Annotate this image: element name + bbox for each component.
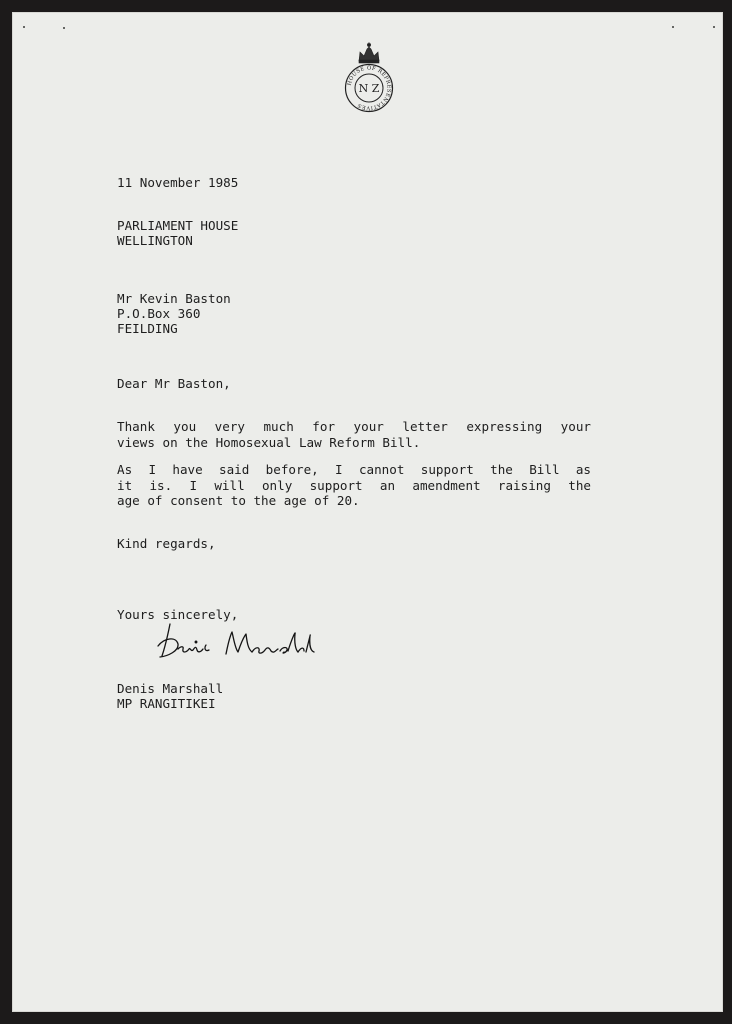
body-paragraph-2 xyxy=(117,462,591,509)
handwritten-signature xyxy=(148,616,318,660)
svg-text:N Z: N Z xyxy=(358,82,380,95)
paragraph-line: Thank you very much for your letter expressing your xyxy=(117,419,591,434)
paragraph-line: views on the Homosexual Law Reform Bill. xyxy=(117,434,421,450)
kind-regards: Kind regards, xyxy=(117,536,216,551)
recipient-name: Mr Kevin Baston xyxy=(117,291,231,306)
letter-page xyxy=(12,12,723,1012)
paper-speck xyxy=(713,26,715,28)
paper-speck xyxy=(672,26,674,28)
paragraph-line: As I have said before, I cannot support the Bill as xyxy=(117,462,591,477)
body-paragraph-1 xyxy=(117,419,591,450)
paragraph-line: it is. I will only support an amendment raising the xyxy=(117,477,591,493)
closing: Yours sincerely, xyxy=(117,607,239,622)
parliament-crest-icon xyxy=(343,39,395,113)
recipient-town: FEILDING xyxy=(117,321,178,336)
sender-address-line-1: PARLIAMENT HOUSE xyxy=(117,218,239,233)
recipient-po-box: P.O.Box 360 xyxy=(117,306,201,321)
signatory-name: Denis Marshall xyxy=(117,681,224,696)
svg-text:HOUSE OF REPRESENTATIVES: HOUSE OF REPRESENTATIVES xyxy=(346,65,392,111)
paper-speck xyxy=(23,26,25,28)
letter-date: 11 November 1985 xyxy=(117,175,239,190)
sender-address-line-2: WELLINGTON xyxy=(117,233,193,248)
paper-speck xyxy=(63,27,65,29)
paragraph-line: age of consent to the age of 20. xyxy=(117,493,360,508)
signatory-title: MP RANGITIKEI xyxy=(117,696,216,711)
salutation: Dear Mr Baston, xyxy=(117,376,231,391)
